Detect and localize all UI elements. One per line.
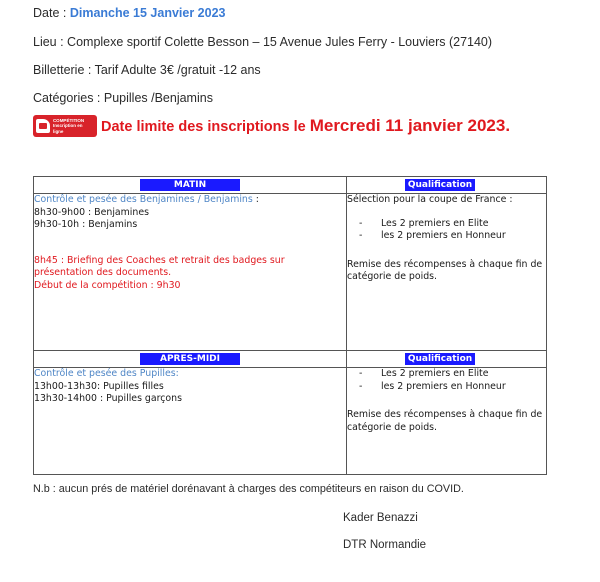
signature-name: Kader Benazzi	[343, 512, 418, 524]
logo-line1: COMPÉTITION	[52, 117, 85, 123]
qualification-item: - les 2 premiers en Honneur	[347, 230, 546, 243]
afternoon-weigh-in-title: Contrôle et pesée des Pupilles:	[34, 368, 179, 379]
signature-title: DTR Normandie	[343, 539, 427, 551]
morning-slot: 9h30-10h : Benjamins	[34, 219, 138, 231]
online-registration-logo[interactable]	[33, 115, 97, 137]
logo-line2: Inscription en ligne	[52, 123, 83, 134]
registration-deadline	[33, 115, 510, 137]
briefing-text: 8h45 : Briefing des Coaches et retrait des badges sur présentation des documents.	[34, 254, 285, 279]
deadline-text: Date limite des inscriptions le	[101, 119, 310, 135]
afternoon-qualification-header: Qualification	[405, 353, 475, 365]
morning-qualification-cell	[347, 194, 547, 351]
date-label: Date :	[33, 6, 70, 20]
selection-text: Sélection pour la coupe de France :	[347, 194, 513, 205]
awards-text: Remise des récompenses à chaque fin de catégorie de poids.	[347, 258, 543, 283]
afternoon-cell	[34, 368, 347, 475]
morning-slot: 8h30-9h00 : Benjamines	[34, 206, 149, 218]
morning-cell	[34, 194, 347, 351]
deadline-date: Mercredi 11 janvier 2023.	[309, 116, 511, 135]
ticketing-line: Billetterie : Tarif Adulte 3€ /gratuit -12 ans	[33, 63, 261, 77]
morning-header: MATIN	[140, 179, 240, 191]
afternoon-qualification-cell	[347, 368, 547, 475]
venue-line: Lieu : Complexe sportif Colette Besson – 15 Avenue Jules Ferry - Louviers (27140)	[33, 35, 493, 49]
date-value: Dimanche 15 Janvier 2023	[69, 6, 226, 20]
morning-weigh-in-colon: :	[252, 194, 259, 205]
awards-text: Remise des récompenses à chaque fin de catégorie de poids.	[347, 409, 543, 433]
qualification-item: - Les 2 premiers en Elite	[347, 218, 546, 231]
afternoon-slot: 13h00-13h30: Pupilles filles	[34, 380, 164, 392]
date-line	[33, 6, 225, 20]
qualification-item: - Les 2 premiers en Elite	[347, 368, 546, 381]
afternoon-header: APRES-MIDI	[140, 353, 240, 365]
qualification-item: - les 2 premiers en Honneur	[347, 381, 546, 394]
footnote: N.b : aucun prés de matériel dorénavant à charges des compétiteurs en raison du COVID.	[33, 483, 464, 495]
schedule-table	[33, 176, 547, 475]
morning-qualification-header: Qualification	[405, 179, 475, 191]
hand-icon	[36, 119, 50, 133]
morning-weigh-in-title: Contrôle et pesée des Benjamines / Benjamins	[34, 194, 253, 205]
categories-line: Catégories : Pupilles /Benjamins	[33, 91, 213, 105]
competition-start: Début de la compétition : 9h30	[34, 279, 181, 291]
afternoon-slot: 13h30-14h00 : Pupilles garçons	[34, 393, 182, 405]
